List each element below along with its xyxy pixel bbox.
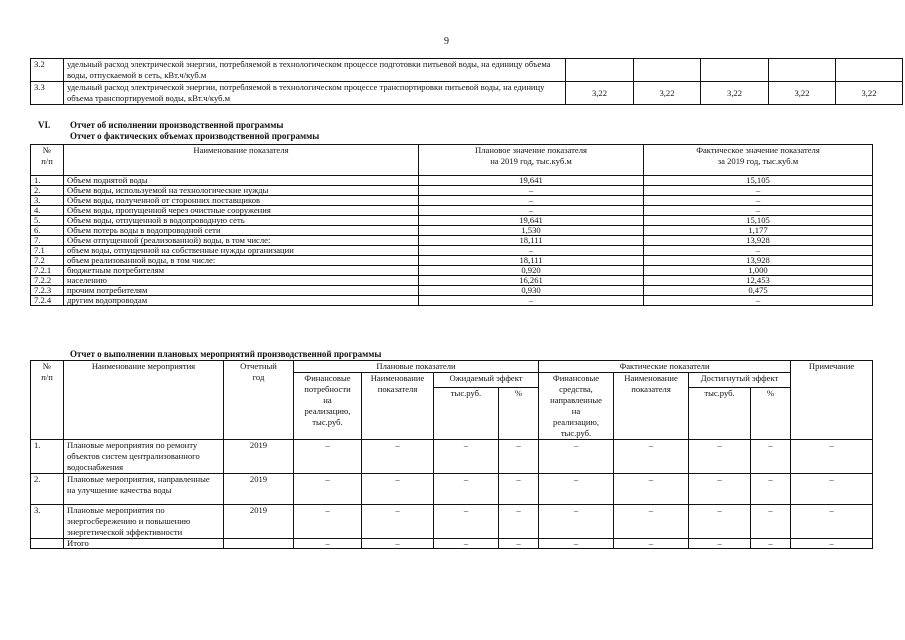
cell-value [499, 505, 539, 539]
cell-value [362, 440, 434, 474]
cell-value-text: – [768, 474, 773, 484]
cell-plan-text: – [528, 245, 534, 255]
cell-name-text: прочим потребителям [67, 285, 148, 295]
cell-no [31, 176, 64, 186]
value-cell [566, 82, 634, 105]
cell-name [64, 176, 419, 186]
cell-name [64, 216, 419, 226]
cell-value-text: – [325, 440, 330, 450]
m-header-plan-finance-text: Финансовые потребности на реализацию, тыс.руб. [304, 373, 351, 427]
cell-plan-text: 0,930 [521, 285, 541, 295]
cell-no [31, 206, 64, 216]
header-plan-text: Плановое значение показателя на 2019 год, тыс.куб.м [475, 145, 587, 166]
cell-no [31, 256, 64, 266]
header-no [31, 145, 64, 176]
cell-plan [419, 296, 644, 306]
cell-value [434, 474, 499, 505]
cell-no-text: 6. [34, 225, 41, 235]
m-header-note [791, 361, 873, 440]
m-header-fact-group-text: Фактические показатели [619, 361, 710, 371]
m-header-plan-indicator-text: Наименование показателя [370, 373, 425, 394]
cell-value [539, 505, 614, 539]
m-header-plan-effect [434, 373, 539, 388]
cell-value [294, 505, 362, 539]
cell-year [224, 440, 294, 474]
cell-value-text: – [648, 505, 654, 515]
cell-name [64, 286, 419, 296]
m-header-no-text: № п/п [41, 361, 53, 382]
cell-plan [419, 276, 644, 286]
cell-value [434, 539, 499, 549]
cell-value-text: – [325, 505, 330, 515]
m-header-plan-indicator [362, 373, 434, 440]
cell-value-text: – [573, 505, 579, 515]
cell-value [499, 440, 539, 474]
cell-name-text: населению [67, 275, 107, 285]
cell-name [64, 539, 224, 549]
cell-plan [419, 246, 644, 256]
cell-name-text: Плановые мероприятия, направленные на улучшение качества воды [67, 474, 210, 495]
cell-plan [419, 236, 644, 246]
cell-value: 3,22 [794, 87, 810, 98]
table-row [31, 59, 903, 82]
header-plan [419, 145, 644, 176]
table-row [31, 186, 873, 196]
m-header-plan-effect-text: Ожидаемый эффект [449, 373, 523, 383]
cell-name [64, 246, 419, 256]
cell-plan-text: – [528, 195, 534, 205]
cell-name-text: бюджетным потребителям [67, 265, 165, 275]
cell-name [64, 276, 419, 286]
cell-value-text: – [395, 505, 400, 515]
cell-value [614, 505, 689, 539]
cell-value [614, 474, 689, 505]
cell-value [362, 539, 434, 549]
cell-value-text: – [573, 474, 579, 484]
m-header-year [224, 361, 294, 440]
cell-value-text: – [395, 440, 400, 450]
cell-fact-text: 13,928 [746, 255, 770, 265]
cell-plan-text: – [528, 185, 534, 195]
m-header-no [31, 361, 64, 440]
cell-value [791, 440, 873, 474]
table-row [31, 266, 873, 276]
cell-value [751, 440, 791, 474]
cell-fact-text: 1,177 [748, 225, 768, 235]
cell-name-text: другим водопроводам [67, 295, 148, 305]
cell-value [751, 539, 791, 549]
cell-name [64, 226, 419, 236]
cell-plan-text: 19,641 [519, 215, 543, 225]
planned-measures-table [30, 360, 873, 549]
cell-value-text: – [829, 440, 834, 450]
cell-fact [644, 296, 873, 306]
row-number: 3.2 [34, 59, 45, 69]
cell-no-text: 3. [34, 195, 41, 205]
cell-value-text: – [463, 474, 469, 484]
cell-no [31, 266, 64, 276]
cell-value [539, 539, 614, 549]
cell-value [614, 440, 689, 474]
cell-no [31, 440, 64, 474]
table-row [31, 206, 873, 216]
cell-plan-text: 19,641 [519, 175, 543, 185]
cell-value-text: – [829, 538, 834, 548]
cell-year-text: 2019 [249, 505, 268, 515]
m-header-fact-pct [751, 388, 791, 440]
cell-value-text: – [717, 505, 722, 515]
m-header-fact-effect [689, 373, 791, 388]
cell-value-text: – [829, 505, 834, 515]
m-header-plan-pct [499, 388, 539, 440]
cell-year [224, 474, 294, 505]
cell-plan [419, 256, 644, 266]
cell-value: 3,22 [726, 87, 743, 98]
cell-value [689, 539, 751, 549]
table-row [31, 440, 873, 474]
cell-no [31, 296, 64, 306]
cell-value [751, 474, 791, 505]
cell-name [64, 196, 419, 206]
cell-name [64, 505, 224, 539]
cell-name [64, 474, 224, 505]
cell-value [539, 474, 614, 505]
cell-fact-text: – [755, 185, 761, 195]
m-header-plan-rub [434, 388, 499, 440]
cell-no-text: 1. [34, 440, 41, 450]
cell-value: 3,22 [861, 87, 877, 98]
table-header-row [31, 145, 873, 176]
cell-fact-text: 13,928 [746, 235, 770, 245]
header-indicator-name [64, 145, 419, 176]
cell-name [64, 236, 419, 246]
cell-value-text: – [829, 474, 834, 484]
cell-plan-text: – [528, 205, 534, 215]
row-name: удельный расход электрической энергии, потребляемой в технологическом процессе подготовки питьевой воды, на единицу объема воды, отпускаемой в сеть, кВт.ч/куб.м [67, 59, 551, 80]
value-cell [836, 59, 903, 82]
cell-value-text: – [463, 505, 469, 515]
cell-value [362, 505, 434, 539]
cell-fact-text: 1,000 [748, 265, 768, 275]
cell-value: 3,22 [659, 87, 675, 98]
cell-no-text: 7.2 [34, 255, 45, 265]
cell-value [294, 474, 362, 505]
m-header-note-text: Примечание [808, 361, 855, 371]
m-header-plan-group-text: Плановые показатели [376, 361, 456, 371]
table-row [31, 176, 873, 186]
m-header-plan-pct-text: % [514, 388, 523, 398]
cell-plan [419, 176, 644, 186]
cell-name [64, 440, 224, 474]
cell-plan [419, 196, 644, 206]
cell-fact-text: – [755, 245, 761, 255]
m-header-fact-pct-text: % [766, 388, 775, 398]
section-number: VI. [38, 120, 51, 130]
table-row [31, 474, 873, 505]
cell-value-text: – [516, 474, 521, 484]
cell-name-text: Итого [67, 538, 89, 548]
value-cell [634, 82, 701, 105]
row-number: 3.3 [34, 82, 45, 92]
cell-no [31, 286, 64, 296]
cell-value [539, 440, 614, 474]
cell-fact-text: 15,105 [746, 175, 770, 185]
cell-value-text: – [325, 474, 330, 484]
cell-fact [644, 246, 873, 256]
header-fact [644, 145, 873, 176]
cell-name-text: Объем воды, отпущенной в водопроводную сеть [67, 215, 245, 225]
row-number-cell [31, 59, 64, 82]
section-subtitle: Отчет о фактических объемах производственной программы [70, 131, 320, 141]
m-header-plan-finance [294, 373, 362, 440]
production-volumes-table [30, 144, 873, 306]
cell-value-text: – [768, 538, 773, 548]
cell-value [434, 440, 499, 474]
table-row [31, 236, 873, 246]
value-cell [769, 59, 836, 82]
cell-value-text: – [516, 505, 521, 515]
cell-no [31, 196, 64, 206]
indicators-continuation-table [30, 58, 903, 105]
cell-plan [419, 206, 644, 216]
cell-fact [644, 276, 873, 286]
table-row [31, 246, 873, 256]
cell-fact [644, 236, 873, 246]
cell-value-text: – [516, 440, 521, 450]
cell-plan-text: – [528, 295, 534, 305]
table-row [31, 286, 873, 296]
cell-no-text: 2. [34, 185, 41, 195]
row-name-cell [64, 59, 566, 82]
m-header-name [64, 361, 224, 440]
cell-fact [644, 286, 873, 296]
m-header-fact-indicator-text: Наименование показателя [624, 373, 678, 394]
cell-no-text: 7.2.4 [34, 295, 52, 305]
cell-year [224, 505, 294, 539]
row-name-cell [64, 82, 566, 105]
cell-no-text: 7.1 [34, 245, 45, 255]
cell-no-text: 5. [34, 215, 41, 225]
cell-year-text: 2019 [249, 440, 268, 450]
cell-value [689, 440, 751, 474]
cell-plan [419, 226, 644, 236]
cell-value [294, 440, 362, 474]
cell-year [224, 539, 294, 549]
cell-plan [419, 266, 644, 276]
header-fact-text: Фактическое значение показателя за 2019 год, тыс.куб.м [696, 145, 820, 166]
value-cell [701, 82, 769, 105]
m-header-plan-rub-text: тыс.руб. [450, 388, 482, 398]
total-row [31, 539, 873, 549]
m-header-fact-indicator [614, 373, 689, 440]
cell-no [31, 186, 64, 196]
cell-value-text: – [463, 538, 469, 548]
table-row [31, 296, 873, 306]
cell-value [434, 505, 499, 539]
cell-no-text: 4. [34, 205, 41, 215]
cell-name [64, 266, 419, 276]
cell-fact [644, 226, 873, 236]
cell-no [31, 246, 64, 256]
cell-fact [644, 206, 873, 216]
cell-value-text: – [717, 440, 722, 450]
cell-plan-text: 18,111 [519, 235, 543, 245]
cell-value-text: – [395, 538, 400, 548]
cell-value-text: – [768, 505, 773, 515]
cell-name-text: Объем потерь воды в водопроводной сети [67, 225, 221, 235]
cell-value-text: – [768, 440, 773, 450]
cell-no-text: 1. [34, 175, 41, 185]
cell-fact [644, 186, 873, 196]
cell-plan-text: 18,111 [519, 255, 543, 265]
cell-fact [644, 176, 873, 186]
cell-fact-text: – [755, 195, 761, 205]
cell-value [791, 474, 873, 505]
m-header-fact-rub-text: тыс.руб. [704, 388, 735, 398]
cell-plan-text: 16,261 [519, 275, 543, 285]
value-cell [836, 82, 903, 105]
cell-no-text: 7.2.3 [34, 285, 52, 295]
cell-name-text: объем реализованной воды, в том числе: [67, 255, 216, 265]
table-row [31, 82, 903, 105]
table-row [31, 256, 873, 266]
cell-name-text: Объем поднятой воды [67, 175, 148, 185]
table-row [31, 226, 873, 236]
cell-value-text: – [648, 440, 654, 450]
cell-plan [419, 216, 644, 226]
cell-no-text: 7.2.1 [34, 265, 52, 275]
value-cell [701, 59, 769, 82]
cell-no [31, 474, 64, 505]
cell-value [689, 474, 751, 505]
page-number: 9 [444, 36, 449, 47]
cell-name-text: Объем отпущенной (реализованной) воды, в том числе: [67, 235, 271, 245]
cell-no [31, 226, 64, 236]
cell-fact [644, 216, 873, 226]
cell-fact-text: 0,475 [748, 285, 768, 295]
cell-name [64, 256, 419, 266]
cell-name-text: Плановые мероприятия по ремонту объектов систем централизованного водоснабжения [67, 440, 200, 472]
cell-name-text: Объем воды, пропущенной через очистные сооружения [67, 205, 271, 215]
measures-header-row-1 [31, 361, 873, 373]
cell-value-text: – [717, 474, 722, 484]
section-title: Отчет об исполнении производственной программы [70, 120, 284, 130]
cell-value-text: – [325, 538, 330, 548]
cell-no [31, 276, 64, 286]
cell-plan [419, 286, 644, 296]
value-cell [566, 59, 634, 82]
table-row [31, 505, 873, 539]
m-header-fact-finance [539, 373, 614, 440]
cell-fact-text: – [755, 295, 761, 305]
cell-no-text: 2. [34, 474, 41, 484]
cell-value-text: – [463, 440, 469, 450]
cell-fact-text: 12,453 [746, 275, 770, 285]
m-header-plan-group [294, 361, 539, 373]
m-header-fact-rub [689, 388, 751, 440]
cell-name [64, 206, 419, 216]
cell-no [31, 216, 64, 226]
cell-value [499, 539, 539, 549]
cell-no-text: 3. [34, 505, 41, 515]
value-cell [634, 59, 701, 82]
cell-fact [644, 266, 873, 276]
cell-no [31, 505, 64, 539]
cell-year-text: 2019 [249, 474, 268, 484]
cell-value-text: – [573, 538, 579, 548]
table-row [31, 196, 873, 206]
cell-value [791, 539, 873, 549]
cell-fact-text: 15,105 [746, 215, 770, 225]
cell-value [614, 539, 689, 549]
m-header-name-text: Наименование мероприятия [91, 361, 196, 371]
value-cell [769, 82, 836, 105]
cell-fact-text: – [755, 205, 761, 215]
cell-fact [644, 196, 873, 206]
cell-value-text: – [717, 538, 722, 548]
cell-plan-text: 0,920 [521, 265, 541, 275]
cell-no-text: 7.2.2 [34, 275, 52, 285]
cell-name-text: объем воды, отпущенной на собственные нужды организации [67, 245, 294, 255]
m-header-year-text: Отчетный год [240, 361, 277, 382]
cell-value [791, 505, 873, 539]
cell-name [64, 186, 419, 196]
cell-value [362, 474, 434, 505]
cell-value [499, 474, 539, 505]
cell-no [31, 236, 64, 246]
cell-value-text: – [516, 538, 521, 548]
cell-name-text: Объем воды, используемой на технологические нужды [67, 185, 269, 195]
table-row [31, 216, 873, 226]
cell-plan [419, 186, 644, 196]
cell-no [31, 539, 64, 549]
header-no-text: № п/п [41, 145, 53, 166]
cell-value-text: – [395, 474, 400, 484]
cell-name-text: Плановые мероприятия по энергосбережению и повышению энергетической эффективности [67, 505, 191, 537]
cell-value-text: – [573, 440, 579, 450]
header-name-text: Наименование показателя [193, 145, 289, 155]
cell-fact [644, 256, 873, 266]
cell-value [751, 505, 791, 539]
cell-value [294, 539, 362, 549]
row-name: удельный расход электрической энергии, потребляемой в технологическом процессе транспортировки питьевой воды, на единицу объема транспортируемой воды, кВт.ч/куб.м [67, 82, 545, 103]
m-header-fact-group [539, 361, 791, 373]
measures-title: Отчет о выполнении плановых мероприятий производственной программы [70, 349, 382, 359]
cell-name [64, 296, 419, 306]
cell-value-text: – [648, 474, 654, 484]
m-header-fact-effect-text: Достигнутый эффект [700, 373, 779, 383]
m-header-fact-finance-text: Финансовые средства, направленные на реализацию, тыс.руб. [550, 373, 602, 438]
cell-value [689, 505, 751, 539]
row-number-cell [31, 82, 64, 105]
cell-plan-text: 1,530 [521, 225, 541, 235]
cell-value-text: – [648, 538, 654, 548]
table-row [31, 276, 873, 286]
cell-no-text: 7. [34, 235, 41, 245]
cell-value: 3,22 [591, 87, 608, 98]
cell-name-text: Объем воды, полученной от сторонних поставщиков [67, 195, 261, 205]
